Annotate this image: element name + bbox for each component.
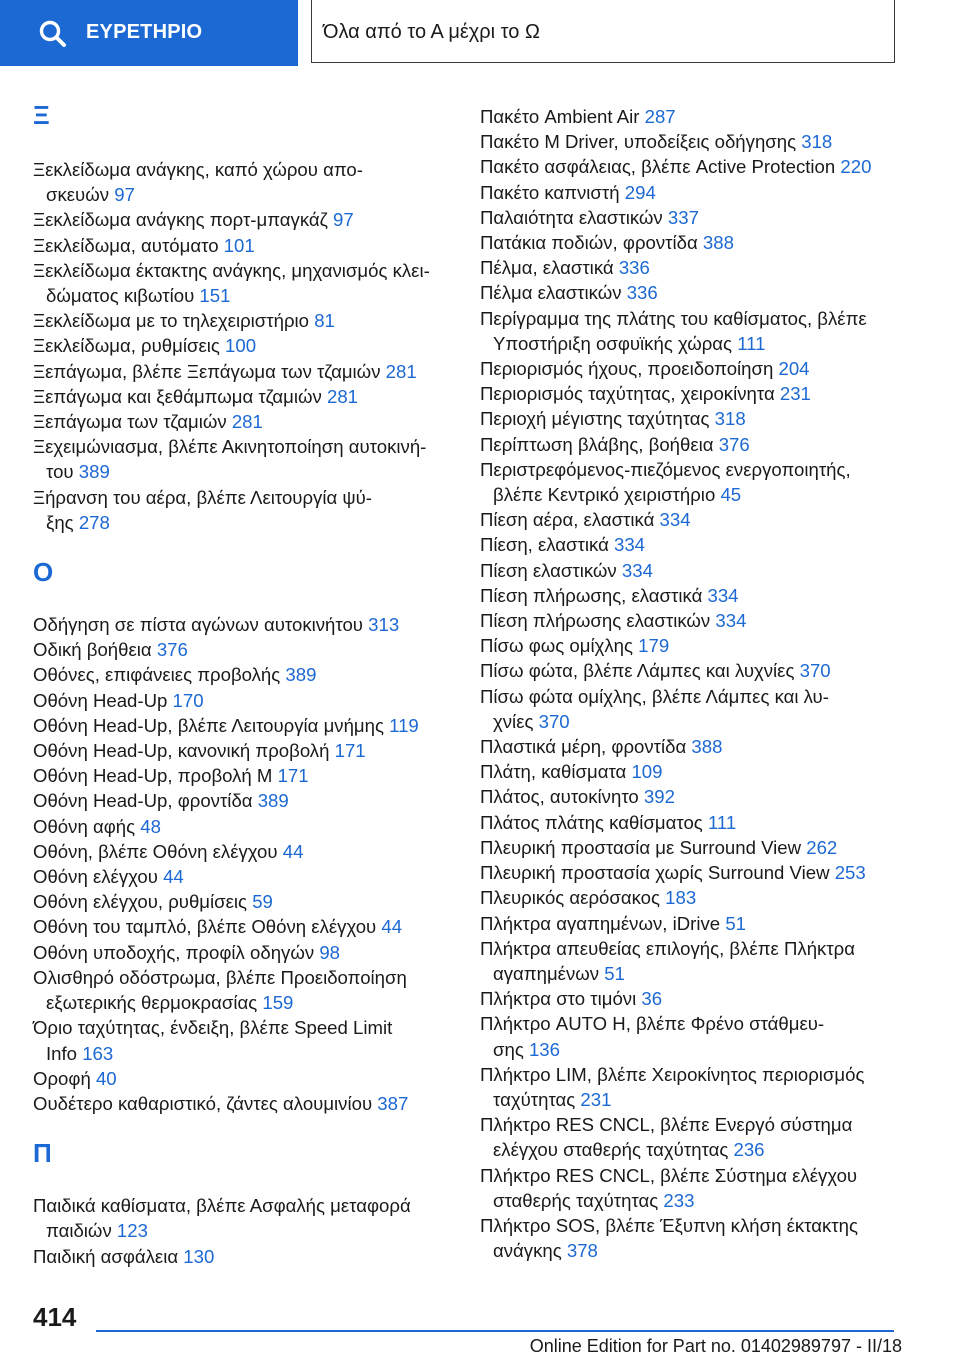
- page-link[interactable]: 111: [707, 811, 737, 833]
- page-link[interactable]: 334: [659, 509, 691, 531]
- edition-footer: Online Edition for Part no. 01402989797 - II/18: [529, 1336, 902, 1356]
- entry-text: παιδιών: [46, 1220, 112, 1242]
- entry-text: σης: [493, 1038, 524, 1060]
- page-link[interactable]: 392: [643, 786, 675, 808]
- page-link[interactable]: 231: [779, 383, 811, 405]
- page-link[interactable]: 278: [78, 511, 110, 533]
- entry-text: Πίσω φώτα, βλέπε Λάμπες και λυχνίες: [480, 660, 795, 682]
- entry-text: δώματος κιβωτίου: [46, 285, 195, 307]
- entry-text: Ξεκλείδωμα ανάγκης, καπό χώρου απο-: [33, 159, 363, 180]
- index-entry: [33, 612, 473, 637]
- page-link[interactable]: 389: [78, 461, 110, 483]
- index-entry: [33, 662, 473, 687]
- entry-text: Ξήρανση του αέρα, βλέπε Λειτουργία ψύ-: [33, 486, 372, 508]
- index-entry: [480, 432, 920, 457]
- index-entry: [33, 788, 473, 813]
- entry-text: του: [46, 461, 74, 483]
- entry-text: Ξεκλείδωμα με το τηλεχειριστήριο: [33, 310, 310, 332]
- index-entry: [480, 911, 920, 936]
- entry-text: Πίεση πλήρωσης ελαστικών: [480, 610, 711, 632]
- page-link[interactable]: 253: [834, 862, 866, 884]
- entry-text: Οθόνη Head-Up, φροντίδα: [33, 790, 253, 812]
- entry-text: Ξεχειμώνιασμα, βλέπε Ακινητοποίηση αυτοκινή-: [33, 436, 427, 458]
- entry-text: Info: [46, 1042, 78, 1064]
- entry-text: Πλήκτρα στο τιμόνι: [480, 988, 637, 1010]
- entry-text: Οθόνη ελέγχου: [33, 866, 158, 888]
- index-entry: [33, 940, 473, 965]
- index-entry: [480, 658, 920, 683]
- entry-text: Πλήκτρα αγαπημένων, iDrive: [480, 912, 721, 934]
- index-entry: [33, 434, 473, 484]
- page-link[interactable]: 171: [277, 765, 309, 787]
- page-link[interactable]: 376: [156, 639, 188, 661]
- page-link[interactable]: 81: [314, 310, 335, 332]
- index-entry: [480, 507, 920, 532]
- index-entry: [480, 558, 920, 583]
- entry-text: Πλευρικός αερόσακος: [480, 887, 660, 909]
- page-link[interactable]: 204: [778, 358, 810, 380]
- page-link[interactable]: 123: [116, 1220, 148, 1242]
- entry-text: Πλήκτρο LIM, βλέπε Χειροκίνητος περιορισμός: [480, 1063, 865, 1085]
- entry-text: Οθόνη Head-Up: [33, 689, 168, 711]
- page-link[interactable]: 44: [163, 866, 184, 888]
- entry-text: Πέλμα, ελαστικά: [480, 257, 614, 279]
- page-link[interactable]: 36: [641, 988, 663, 1010]
- entry-text: Πλήκτρο SOS, βλέπε Έξυπνη κλήση έκτακτης: [480, 1214, 858, 1236]
- entry-text: Οθόνη του ταμπλό, βλέπε Οθόνη ελέγχου: [33, 916, 377, 938]
- entry-text: Πακέτο M Driver, υποδείξεις οδήγησης: [480, 131, 797, 153]
- entry-text: Ολισθηρό οδόστρωμα, βλέπε Προειδοποίηση: [33, 966, 407, 988]
- index-entry: [480, 633, 920, 658]
- entry-text: Ουδέτερο καθαριστικό, ζάντες αλουμινίου: [33, 1092, 373, 1114]
- index-column-right: [480, 104, 920, 1263]
- index-entry: [480, 104, 920, 129]
- index-entry: [33, 485, 473, 535]
- index-entry: [33, 409, 473, 434]
- page-link[interactable]: 136: [528, 1038, 560, 1060]
- index-entry: [33, 333, 473, 358]
- page-link[interactable]: 287: [644, 106, 676, 127]
- index-entry: [33, 738, 473, 763]
- page-link[interactable]: 318: [801, 131, 833, 153]
- index-search-tab[interactable]: [0, 0, 298, 66]
- page-link[interactable]: 294: [624, 181, 656, 203]
- search-icon: [38, 19, 68, 49]
- page-link[interactable]: 170: [172, 689, 204, 711]
- page-link[interactable]: 334: [715, 610, 747, 632]
- page-link[interactable]: 334: [621, 559, 653, 581]
- page-link[interactable]: 281: [231, 411, 263, 433]
- section-letter: Π: [33, 1138, 52, 1169]
- entry-text: αγαπημένων: [493, 962, 600, 984]
- page-link[interactable]: 370: [538, 710, 570, 732]
- entry-text: Παλαιότητα ελαστικών: [480, 206, 663, 228]
- page-link[interactable]: 233: [663, 1189, 695, 1211]
- entry-text: εξωτερικής θερμοκρασίας: [46, 992, 258, 1014]
- page-link[interactable]: 370: [799, 660, 831, 682]
- page-link[interactable]: 378: [566, 1240, 598, 1262]
- index-entry: [33, 889, 473, 914]
- page-link[interactable]: 313: [368, 614, 400, 636]
- index-entry: [33, 637, 473, 662]
- entry-text: Ξεκλείδωμα ανάγκης πορτ-μπαγκάζ: [33, 209, 328, 231]
- index-entry: [480, 810, 920, 835]
- index-entry: [480, 532, 920, 557]
- section-letter: Ο: [33, 557, 54, 588]
- entry-text: Οροφή: [33, 1067, 91, 1089]
- entry-text: Παιδική ασφάλεια: [33, 1245, 179, 1267]
- index-entry: [33, 359, 473, 384]
- alphabet-range-box: [311, 0, 895, 63]
- index-entry: [33, 157, 473, 207]
- page-link[interactable]: 97: [114, 184, 135, 206]
- entry-text: βλέπε Κεντρικό χειριστήριο: [493, 484, 716, 506]
- page-link[interactable]: 111: [737, 332, 766, 354]
- page-link[interactable]: 159: [262, 992, 294, 1014]
- page-link[interactable]: 387: [377, 1092, 409, 1114]
- entry-text: Ξεπάγωμα των τζαμιών: [33, 411, 227, 433]
- index-entry: [33, 1015, 473, 1065]
- index-entry: [480, 129, 920, 154]
- page-link[interactable]: 336: [626, 282, 658, 304]
- page-link[interactable]: 334: [614, 534, 646, 556]
- index-entry: [480, 1163, 920, 1213]
- index-entry: [33, 233, 473, 258]
- index-entry: [33, 763, 473, 788]
- index-entry: [480, 860, 920, 885]
- index-entry: [480, 835, 920, 860]
- entry-text: Πίεση, ελαστικά: [480, 534, 609, 556]
- index-entry: [33, 688, 473, 713]
- page-link[interactable]: 45: [720, 484, 742, 506]
- index-entry: [480, 406, 920, 431]
- index-label: ΕΥΡΕΤΗΡΙΟ: [86, 21, 203, 43]
- entry-text: Ξεκλείδωμα έκτακτης ανάγκης, μηχανισμός κλει-: [33, 259, 430, 281]
- entry-text: ελέγχου σταθερής ταχύτητας: [493, 1139, 729, 1161]
- entry-text: σταθερής ταχύτητας: [493, 1189, 659, 1211]
- index-entry: [480, 936, 920, 986]
- entry-text: Οδική βοήθεια: [33, 639, 152, 661]
- index-entry: [480, 1112, 920, 1162]
- entry-text: Ξεπάγωμα, βλέπε Ξεπάγωμα των τζαμιών: [33, 360, 381, 382]
- page-link[interactable]: 171: [334, 740, 366, 762]
- entry-text: Περιορισμός ήχους, προειδοποίηση: [480, 358, 774, 380]
- entry-text: Οθόνη Head-Up, προβολή M: [33, 765, 273, 787]
- entry-text: Πίεση αέρα, ελαστικά: [480, 509, 655, 531]
- page-link[interactable]: 318: [714, 408, 746, 430]
- page-link[interactable]: 389: [285, 664, 317, 686]
- entry-text: Περιορισμός ταχύτητας, χειροκίνητα: [480, 383, 775, 405]
- page-number: 414: [33, 1302, 77, 1332]
- page-link[interactable]: 163: [82, 1042, 114, 1064]
- page-link[interactable]: 389: [257, 790, 289, 812]
- index-entry: [33, 1091, 473, 1116]
- index-entry: [33, 258, 473, 308]
- index-entry: [33, 914, 473, 939]
- index-entry: [480, 608, 920, 633]
- entry-text: Πλήκτρο AUTO H, βλέπε Φρένο στάθμευ-: [480, 1013, 825, 1035]
- entry-text: Πλήκτρο RES CNCL, βλέπε Σύστημα ελέγχου: [480, 1164, 858, 1186]
- entry-text: ξης: [46, 511, 74, 533]
- entry-text: Οδήγηση σε πίστα αγώνων αυτοκινήτου: [33, 614, 363, 636]
- entry-text: ταχύτητας: [493, 1088, 576, 1110]
- page-link[interactable]: 236: [733, 1139, 765, 1161]
- page-link[interactable]: 151: [199, 285, 231, 307]
- alphabet-range-text: Όλα από το Α μέχρι το Ω: [323, 21, 540, 43]
- page-link[interactable]: 40: [95, 1067, 117, 1089]
- entry-text: Περιστρεφόμενος-πιεζόμενος ενεργοποιητής,: [480, 458, 851, 480]
- page-link[interactable]: 44: [381, 916, 403, 938]
- page-link[interactable]: 337: [667, 206, 699, 228]
- index-entry: [33, 1244, 473, 1269]
- index-entry: [33, 713, 473, 738]
- index-entry: [480, 154, 920, 179]
- index-entry: [480, 986, 920, 1011]
- index-entry: [480, 583, 920, 608]
- entry-text: Ξεκλείδωμα, αυτόματο: [33, 234, 219, 256]
- entry-text: Πατάκια ποδιών, φροντίδα: [480, 232, 698, 254]
- page-link[interactable]: 183: [665, 887, 697, 909]
- page-link[interactable]: 109: [631, 761, 663, 783]
- entry-text: Όριο ταχύτητας, ένδειξη, βλέπε Speed Limit: [33, 1017, 393, 1039]
- index-entry: [480, 1011, 920, 1061]
- page-link[interactable]: 44: [282, 840, 304, 862]
- entry-text: Πακέτο ασφάλειας, βλέπε Active Protection: [480, 156, 836, 178]
- entry-text: Πλάτος πλάτης καθίσματος: [480, 811, 703, 833]
- page-link[interactable]: 281: [327, 385, 359, 407]
- index-entry: [33, 864, 473, 889]
- index-entry: [33, 814, 473, 839]
- page-link[interactable]: 179: [638, 635, 670, 657]
- entry-text: Πλάτη, καθίσματα: [480, 761, 627, 783]
- index-entry: [33, 965, 473, 1015]
- entry-text: Οθόνη Head-Up, βλέπε Λειτουργία μνήμης: [33, 714, 384, 736]
- index-entry: [480, 734, 920, 759]
- index-entry: [480, 684, 920, 734]
- entry-text: Πίεση ελαστικών: [480, 559, 617, 581]
- entry-text: Πλευρική προστασία χωρίς Surround View: [480, 862, 830, 884]
- index-entry: [480, 457, 920, 507]
- entry-text: Πίσω φως ομίχλης: [480, 635, 633, 657]
- entry-text: Περίπτωση βλάβης, βοήθεια: [480, 433, 714, 455]
- header-bar: [0, 0, 960, 66]
- page-link[interactable]: 101: [223, 234, 255, 256]
- index-entry: [480, 356, 920, 381]
- entry-text: Υποστήριξη οσφυϊκής χώρας: [493, 332, 733, 354]
- entry-text: Οθόνη ελέγχου, ρυθμίσεις: [33, 891, 248, 913]
- entry-text: Παιδικά καθίσματα, βλέπε Ασφαλής μεταφορά: [33, 1195, 411, 1217]
- entry-text: Οθόνη Head-Up, κανονική προβολή: [33, 740, 330, 762]
- page-link[interactable]: 48: [140, 815, 161, 837]
- entry-text: Οθόνη αφής: [33, 815, 136, 837]
- index-entry: [33, 207, 473, 232]
- index-entry: [480, 230, 920, 255]
- entry-text: Οθόνες, επιφάνειες προβολής: [33, 664, 281, 686]
- section-letter: Ξ: [33, 100, 50, 130]
- index-entry: [480, 1062, 920, 1112]
- index-entry: [33, 384, 473, 409]
- entry-text: χνίες: [493, 710, 534, 732]
- page-link[interactable]: 336: [618, 257, 650, 279]
- entry-text: Πλευρική προστασία με Surround View: [480, 836, 802, 858]
- entry-text: Πακέτο Ambient Air: [480, 106, 640, 127]
- page-link[interactable]: 220: [840, 156, 872, 178]
- entry-text: Πίεση πλήρωσης, ελαστικά: [480, 584, 703, 606]
- index-entry: [33, 1066, 473, 1091]
- index-column-left: [33, 100, 473, 1269]
- index-entry: [480, 759, 920, 784]
- index-entry: [480, 306, 920, 356]
- entry-text: Περιοχή μέγιστης ταχύτητας: [480, 408, 710, 430]
- index-entry: [480, 1213, 920, 1263]
- entry-text: Πλάτος, αυτοκίνητο: [480, 786, 639, 808]
- page-link[interactable]: 130: [183, 1245, 215, 1267]
- entry-text: Ξεπάγωμα και ξεθάμπωμα τζαμιών: [33, 385, 322, 407]
- entry-text: Πλαστικά μέρη, φροντίδα: [480, 736, 687, 758]
- page-link[interactable]: 334: [707, 584, 739, 606]
- index-entry: [480, 885, 920, 910]
- entry-text: Πίσω φώτα ομίχλης, βλέπε Λάμπες και λυ-: [480, 685, 829, 707]
- page-link[interactable]: 51: [604, 962, 625, 984]
- index-entry: [480, 784, 920, 809]
- index-entry: [480, 381, 920, 406]
- entry-text: Πλήκτρο RES CNCL, βλέπε Ενεργό σύστημα: [480, 1114, 853, 1136]
- index-entry: [480, 205, 920, 230]
- page-link[interactable]: 376: [718, 433, 750, 455]
- page-link[interactable]: 51: [725, 912, 746, 934]
- entry-text: Οθόνη, βλέπε Οθόνη ελέγχου: [33, 840, 278, 862]
- index-entry: [480, 255, 920, 280]
- entry-text: σκευών: [46, 184, 110, 206]
- page-link[interactable]: 59: [252, 891, 273, 913]
- entry-text: Οθόνη υποδοχής, προφίλ οδηγών: [33, 941, 315, 963]
- index-entry: [33, 839, 473, 864]
- entry-text: Περίγραμμα της πλάτης του καθίσματος, βλέπε: [480, 307, 867, 329]
- page-link[interactable]: 281: [385, 360, 417, 382]
- index-entry: [33, 308, 473, 333]
- page-link[interactable]: 119: [389, 714, 419, 736]
- entry-text: ανάγκης: [493, 1240, 562, 1262]
- index-entry: [33, 1193, 473, 1243]
- page-link[interactable]: 388: [702, 232, 734, 254]
- footer-divider: [96, 1330, 894, 1332]
- page-link[interactable]: 262: [806, 836, 838, 858]
- entry-text: Πλήκτρα απευθείας επιλογής, βλέπε Πλήκτρα: [480, 937, 856, 959]
- page-link[interactable]: 98: [319, 941, 341, 963]
- page-link[interactable]: 231: [580, 1088, 612, 1110]
- index-entry: [480, 180, 920, 205]
- entry-text: Πέλμα ελαστικών: [480, 282, 622, 304]
- page-link[interactable]: 100: [225, 335, 257, 357]
- index-entry: [480, 280, 920, 305]
- entry-text: Ξεκλείδωμα, ρυθμίσεις: [33, 335, 220, 357]
- page-link[interactable]: 388: [691, 736, 723, 758]
- entry-text: Πακέτο καπνιστή: [480, 181, 620, 203]
- page-link[interactable]: 97: [333, 209, 354, 231]
